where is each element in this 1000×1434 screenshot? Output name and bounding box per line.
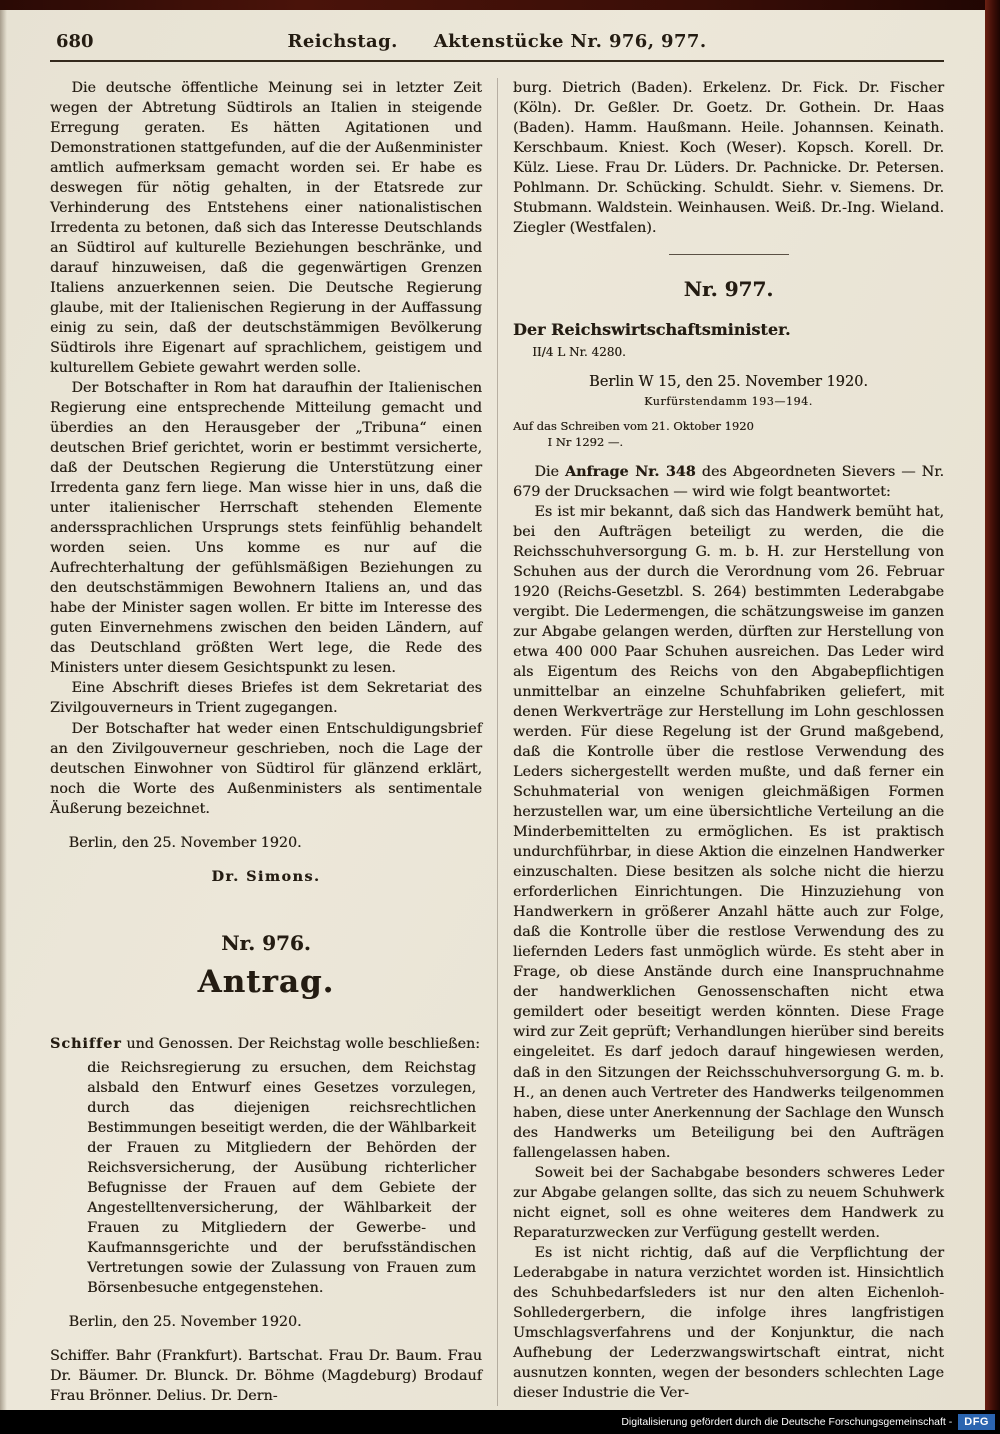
paragraph: Es ist mir bekannt, daß sich das Handwerk bemüht hat, bei den Aufträgen beteiligt zu werden, die die Reichsschuhversorgung G. m. b. H. zur Herstellung von Schuhen aus der durch die Verordnung vom 26. Februar 1920 (Reichs-Gesetzbl. S. 264) bestimmten Lederabgabe vergibt. Die Ledermengen, die schätzungsweise im ganzen zur Abgabe gelangen werden, dürften zur Herstellung von etwa 400 000 Paar Schuhen ausreichen. Das Leder wird als Eigentum des Reichs von den Abgabepflichtigen unmittelbar an einzelne Schuhfabriken geliefert, mit denen Werkverträge zur Herstellung im Lohn geschlossen werden. Für diese Regelung ist der Grund maßgebend, daß die Kontrolle über die restlose Verwendung des Leders sichergestellt werden mußte, und daß ferner ein Schuhmaterial von wenigen gleichmäßigen Formen herzustellen war, um eine übersichtliche Verteilung an die Minderbemittelten zu ermöglichen. Es ist praktisch undurchführbar, in diese Aktion die einzelnen Handwerker einzuschalten. Diese besitzen als solche nicht die hierzu erforderlichen Einrichtungen. Die Hinzuziehung von Handwerkern in größerer Anzahl hätte auch zur Folge, daß die Kontrolle über die restlose Verwendung des zu liefernden Leders fast unmöglich würde. Es steht aber in Frage, ob diese Anstände durch eine Inanspruchnahme der handwerklichen Genossenschaften nicht etwa gemildert oder beseitigt werden könnten. Diese Frage wird zur Zeit geprüft; Verhandlungen hierüber sind bereits eingeleitet. Es darf jedoch darauf hingewiesen werden, daß in den Sitzungen der Reichsschuhversorgung G. m. b. H., an denen auch Vertreter des Handwerks teilgenommen haben, diese unter Anerkennung der Sachlage den Wunsch des Handwerks um Beteiligung bei den Aufträgen fallengelassen haben.: [513, 504, 944, 1161]
scan-edge-top: [0, 0, 1000, 10]
two-column-layout: [50, 78, 944, 1406]
scan-edge-left: [0, 0, 7, 1410]
mover-name: Schiffer: [50, 1036, 122, 1052]
page-content: [50, 28, 958, 1406]
motion-intro-rest: und Genossen. Der Reichstag wolle beschließen:: [121, 1036, 481, 1052]
sender-title: Der Reichswirtschaftsminister.: [513, 320, 791, 340]
anfrage-number: Anfrage Nr. 348: [565, 464, 696, 481]
dfg-logo: DFG: [958, 1414, 995, 1430]
paragraph: Eine Abschrift dieses Briefes ist dem Sekretariat des Zivilgouverneurs in Trient zugegangen.: [50, 680, 482, 717]
regarding-line-2: I Nr 1292 —.: [547, 434, 623, 449]
paragraph: Der Botschafter in Rom hat daraufhin der Italienischen Regierung eine entsprechende Mitteilung gemacht und überdies an den Herausgeber der „Tribuna“ einen deutschen Brief gerichtet, worin er bestimmt versicherte, daß der Deutschen Regierung die Unterstützung einer Irredenta ganz fern liege. Man wisse hier in uns, daß die unter italienischer Herrschaft stehenden Elemente anderssprachlichen Ursprungs stets feinfühlig behandelt worden seien. Uns komme es nur auf die Aufrechterhaltung der gefühlsmäßigen Beziehungen zu den deutschstämmigen Bewohnern Italiens an, und das habe der Minister sagen wollen. Er bitte im Interesse des guten Einvernehmens zwischen den beiden Ländern, auf das Deutschland größten Wert lege, die Rede des Ministers unter diesem Gesichtspunkt zu lesen.: [50, 380, 482, 677]
header-title-left: Reichstag.: [287, 31, 398, 52]
motion-body: die Reichsregierung zu ersuchen, dem Reichstag alsbald den Entwurf eines Gesetzes vorzulegen, durch das diejenigen reichsrechtlichen Bestimmungen beseitigt werden, die der Wählbarkeit der Frauen zu Mitgliedern der Behörden der Reichsversicherung, der Ausübung richterlicher Befugnisse der Frauen auf dem Gebiete der Angestelltenversicherung, der Wählbarkeit der Frauen zu Mitgliedern der Gewerbe- und Kaufmannsgerichte und der berufsständischen Vertretungen sowie der Zulassung von Frauen zum Börsenbesuche entgegenstehen.: [87, 1060, 476, 1297]
doc-number-977: Nr. 977.: [683, 277, 774, 302]
signature-list: Schiffer. Bahr (Frankfurt). Bartschat. Frau Dr. Baum. Frau Dr. Bäumer. Dr. Blunck. Dr. Böhme (Magdeburg) Brodauf Frau Brönner. Delius. Dr. Dern-: [50, 1348, 482, 1405]
paragraph: Die deutsche öffentliche Meinung sei in letzter Zeit wegen der Abtretung Südtirols an Italien in steigende Erregung geraten. Es hätten Agitationen und Demonstrationen stattgefunden, auf die der Außenminister amtlich aufmerksam gemacht worden sei. Er habe es deswegen für nötig gehalten, in der Etatsrede zur Verhinderung des Entstehens einer nationalistischen Irredenta zu betonen, daß sich das Interesse Deutschlands an Südtirol auf kulturelle Beziehungen beschränke, und darauf hinzuweisen, daß die gegenwärtigen Grenzen Italiens anzuerkennen seien. Die Deutsche Regierung glaube, mit der Italienischen Regierung in der Auffassung einig zu sein, daß der deutschstämmigen Bevölkerung Südtirols ihre Eigenart auf sprachlichem, geistigem und kulturellem Gebiete gewahrt werden solle.: [50, 80, 482, 377]
section-divider: [669, 254, 789, 255]
dateline: Berlin, den 25. November 1920.: [68, 834, 302, 851]
regarding-block: [513, 419, 944, 450]
left-column: [50, 78, 497, 1406]
signature-simons: Dr. Simons.: [211, 868, 321, 885]
page-number: 680: [56, 31, 94, 52]
doc-title-antrag: Antrag.: [197, 963, 335, 1000]
dateline: Berlin, den 25. November 1920.: [68, 1314, 302, 1331]
digitization-footer: [0, 1410, 1000, 1434]
paragraph: Es ist nicht richtig, daß auf die Verpflichtung der Lederabgabe in natura verzichtet worden ist. Hinsichtlich des Schuhbedarfsleders ist nur den alten Eichenloh-Sohlledergerbern, die infolge ihres langfristigen Umschlagsverfahrens und der Konjunktur, die nach Aufhebung der Lederzwangswirtschaft eintrat, nicht ausnutzen konnten, wegen der besonders schlechten Lage dieser Industrie die Ver-: [513, 1244, 944, 1401]
signature-list-continued: burg. Dietrich (Baden). Erkelenz. Dr. Fick. Dr. Fischer (Köln). Dr. Geßler. Dr. Goetz. Dr. Gothein. Dr. Haas (Baden). Hamm. Haußmann. Heile. Johannsen. Keinath. Kerschbaum. Kniest. Koch (Weser). Kopsch. Korell. Dr. Külz. Liese. Frau Dr. Lüders. Dr. Pachnicke. Dr. Petersen. Pohlmann. Dr. Schücking. Schuldt. Siehr. v. Siemens. Dr. Stubmann. Waldstein. Weinhausen. Weiß. Dr.-Ing. Wieland. Ziegler (Westfalen).: [513, 80, 944, 237]
address-line: Kurfürstendamm 193—194.: [644, 394, 813, 408]
file-reference: II/4 L Nr. 4280.: [532, 344, 626, 359]
digitization-credit-text: Digitalisierung gefördert durch die Deutsche Forschungsgemeinschaft -: [621, 1416, 953, 1428]
page-header: [50, 28, 944, 62]
scan-edge-right: [985, 0, 1000, 1410]
page-header-title: [50, 28, 944, 52]
doc-number-976: Nr. 976.: [221, 930, 311, 955]
header-title-right: Aktenstücke Nr. 976, 977.: [433, 31, 707, 52]
answer-intro-rest: des Abgeordneten Sievers — Nr. 679 der Drucksachen — wird wie folgt beantwortet:: [513, 464, 944, 501]
paragraph: Soweit bei der Sachabgabe besonders schweres Leder zur Abgabe gelangen sollte, das sich zu neuem Schuhwerk nicht eignet, soll es ohne weiteres dem Handwerk zu Reparaturzwecken zur Verfügung gestellt werden.: [513, 1164, 944, 1241]
paragraph: Der Botschafter hat weder einen Entschuldigungsbrief an den Zivilgouverneur geschrieben, noch die Lage der deutschen Einwohner von Südtirol für glänzend erklärt, noch die Worte des Außenministers als sentimentale Äußerung bezeichnet.: [50, 720, 482, 817]
answer-intro: [513, 462, 944, 502]
regarding-line-1: Auf das Schreiben vom 21. Oktober 1920: [513, 419, 754, 433]
place-date-line: Berlin W 15, den 25. November 1920.: [589, 374, 868, 391]
motion-intro: [50, 1034, 482, 1054]
answer-intro-prefix: Die: [534, 464, 566, 481]
right-column: [497, 78, 944, 1406]
